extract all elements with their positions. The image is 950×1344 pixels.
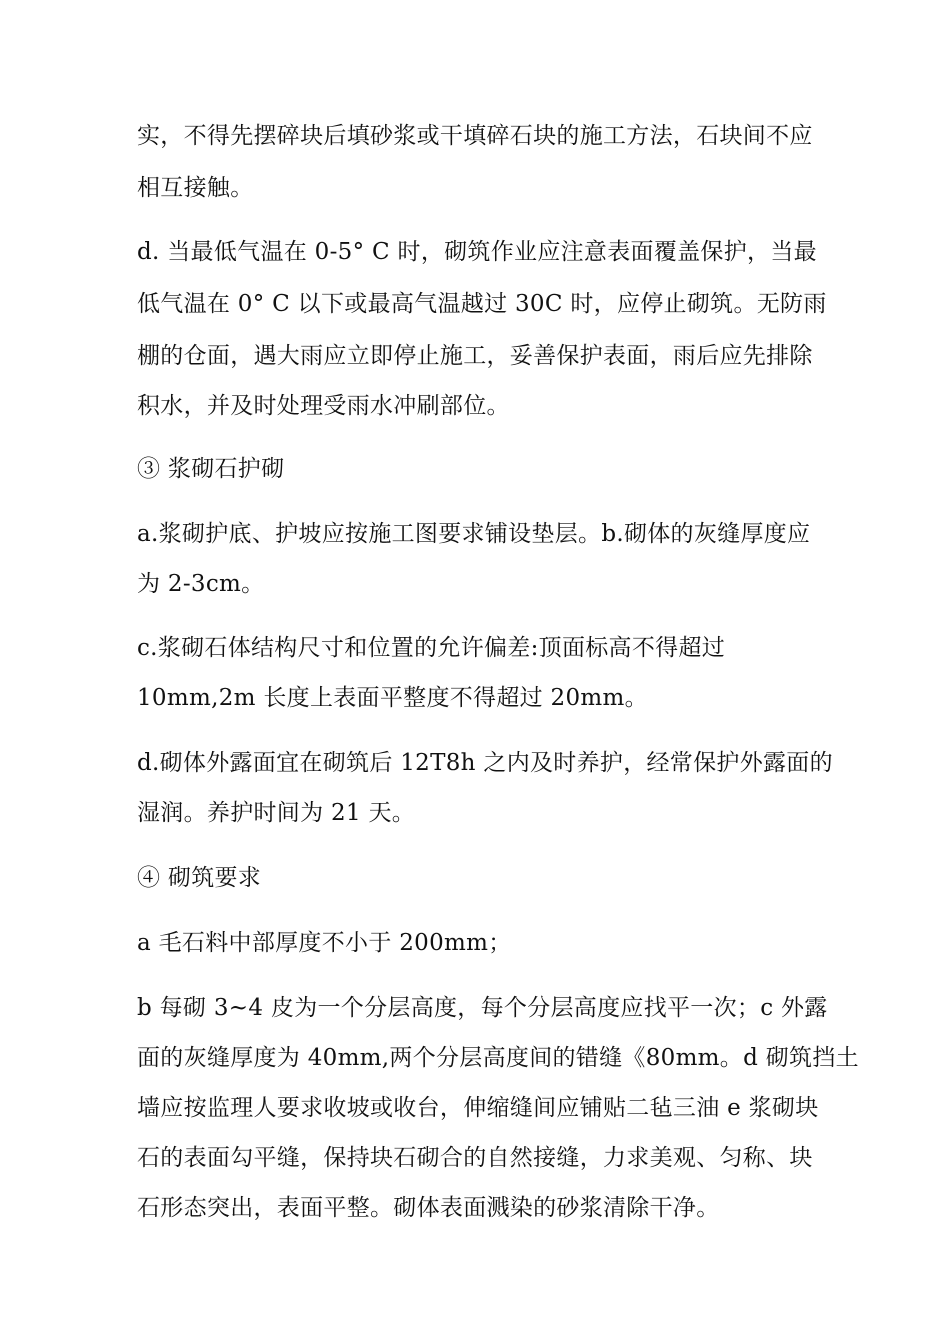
paragraph-9-line-1: b 每砌 3~4 皮为一个分层高度，每个分层高度应找平一次；c 外露 [137,995,828,1021]
paragraph-8-line-1: a 毛石料中部厚度不小于 200mm； [137,930,512,956]
paragraph-4-line-1: a.浆砌护底、护坡应按施工图要求铺设垫层。b.砌体的灰缝厚度应 [137,521,811,547]
paragraph-2-line-2: 低气温在 0° C 以下或最高气温越过 30C 时，应停止砌筑。无防雨 [137,291,827,317]
paragraph-1-line-1: 实，不得先摆碎块后填砂浆或干填碎石块的施工方法，石块间不应 [137,123,813,149]
section-heading-3: ③ 浆砌石护砌 [137,456,285,482]
paragraph-9-line-4: 石的表面勾平缝，保持块石砌合的自然接缝，力求美观、匀称、块 [137,1145,813,1171]
paragraph-2-line-3: 棚的仓面，遇大雨应立即停止施工，妥善保护表面，雨后应先排除 [137,343,813,369]
section-heading-4: ④ 砌筑要求 [137,865,262,891]
paragraph-2-line-4: 积水，并及时处理受雨水冲刷部位。 [137,393,510,419]
paragraph-9-line-2: 面的灰缝厚度为 40mm,两个分层高度间的错缝《80mm。d 砌筑挡土 [137,1045,859,1071]
paragraph-5-line-1: c.浆砌石体结构尺寸和位置的允许偏差:顶面标高不得超过 [137,635,726,661]
paragraph-6-line-1: d.砌体外露面宜在砌筑后 12T8h 之内及时养护，经常保护外露面的 [137,750,833,776]
paragraph-5-line-2: 10mm,2m 长度上表面平整度不得超过 20mm。 [137,685,648,711]
paragraph-6-line-2: 湿润。养护时间为 21 天。 [137,800,416,826]
paragraph-4-line-2: 为 2-3cm。 [137,571,265,597]
paragraph-1-line-2: 相互接触。 [137,175,254,201]
paragraph-9-line-5: 石形态突出，表面平整。砌体表面溅染的砂浆清除干净。 [137,1195,720,1221]
paragraph-9-line-3: 墙应按监理人要求收坡或收台，伸缩缝间应铺贴二毡三油 e 浆砌块 [137,1095,819,1121]
paragraph-2-line-1: d. 当最低气温在 0-5° C 时，砌筑作业应注意表面覆盖保护，当最 [137,239,817,265]
